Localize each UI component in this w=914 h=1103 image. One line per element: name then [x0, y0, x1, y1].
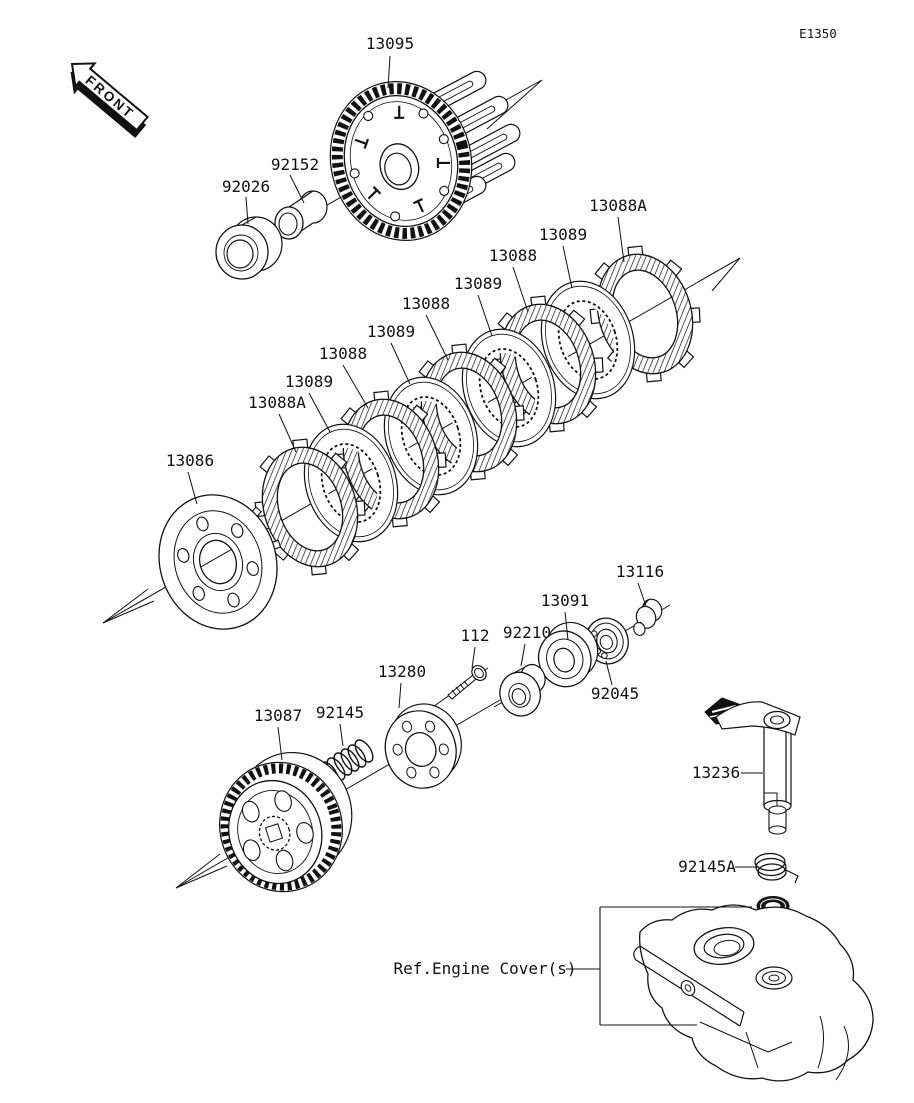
part-number-text: 13087 — [253, 706, 303, 725]
cover-boss-small — [756, 967, 792, 989]
bolt-112 — [448, 663, 489, 699]
cover-outline — [640, 905, 873, 1081]
axis-arrow-upper-right — [698, 258, 740, 291]
pusher-13116 — [626, 597, 667, 637]
part-label-112 — [461, 626, 490, 668]
part-number-text: 92026 — [221, 177, 271, 196]
part-label-13089-4 — [539, 225, 587, 288]
part-number-text: 92145A — [678, 857, 736, 876]
part-number-text: 13088 — [318, 344, 368, 363]
engine-cover — [634, 905, 873, 1081]
bearing-92026 — [216, 217, 282, 279]
part-label-92026 — [222, 177, 270, 224]
torsion-spring-92145a — [755, 854, 798, 884]
part-label-92045 — [591, 661, 639, 703]
part-number-text: 13280 — [377, 662, 427, 681]
part-label-13116 — [616, 562, 664, 606]
part-number-text: 13088A — [248, 393, 306, 412]
part-number-text: 13089 — [453, 274, 503, 293]
diagram-code: E1350 — [799, 26, 837, 41]
part-number-text: 13236 — [691, 763, 741, 782]
part-number-text: 13091 — [540, 591, 590, 610]
part-label-13095 — [366, 34, 414, 88]
part-number-text: 92145 — [315, 703, 365, 722]
part-number-text: 92045 — [590, 684, 640, 703]
axis-arrow-lower-left — [103, 589, 154, 623]
part-label-13280 — [378, 662, 426, 708]
part-number-text: 13088A — [589, 196, 647, 215]
front-arrow-label: FRONT — [82, 72, 138, 122]
part-number-text: 13095 — [365, 34, 415, 53]
part-number-text: 13088 — [401, 294, 451, 313]
part-label-92145 — [316, 703, 364, 746]
part-number-text: 13089 — [284, 372, 334, 391]
part-label-13089-2 — [367, 322, 415, 384]
part-label-13236 — [692, 763, 763, 782]
part-number-text: 112 — [460, 626, 490, 645]
part-label-92145A — [678, 857, 757, 876]
spring-plate-13280 — [374, 695, 473, 798]
part-number-text: 92210 — [502, 623, 552, 642]
part-number-text: 13089 — [538, 225, 588, 244]
part-number-text: 13086 — [165, 451, 215, 470]
part-number-text: 13089 — [366, 322, 416, 341]
part-number-text: 92152 — [270, 155, 320, 174]
ref-engine-cover-label: Ref.Engine Cover(s) — [393, 959, 577, 978]
part-label-13089-3 — [454, 274, 502, 336]
part-number-text: 13116 — [615, 562, 665, 581]
clutch-hub-13087 — [201, 738, 371, 908]
axis-arrow-hub — [176, 854, 227, 888]
part-number-text: 13088 — [488, 246, 538, 265]
front-arrow — [58, 53, 155, 143]
bushing-92152 — [275, 191, 327, 239]
